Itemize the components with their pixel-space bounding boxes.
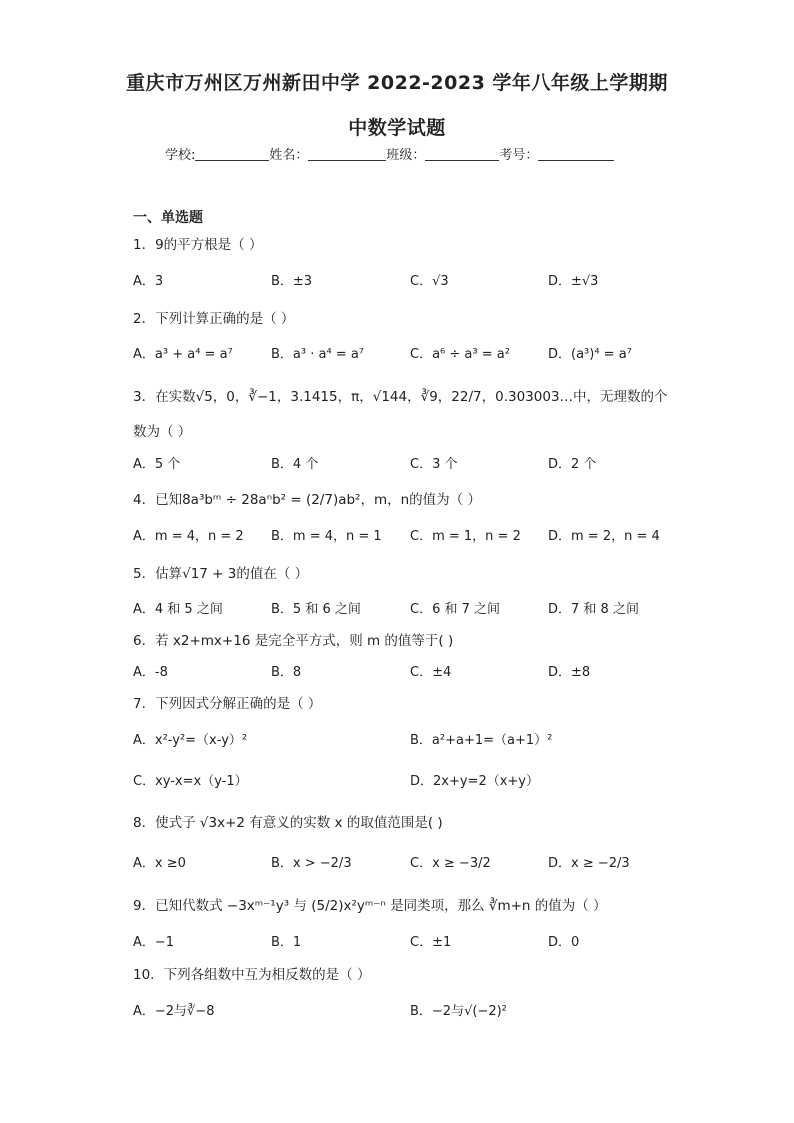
q10-option-a[interactable]: A．−2与∛−8: [133, 1004, 215, 1019]
q2-option-c[interactable]: C．a⁶ ÷ a³ = a²: [410, 347, 510, 362]
class-field[interactable]: [425, 147, 499, 161]
q9-option-d[interactable]: D．0: [548, 935, 580, 950]
number-label: 考号：: [499, 148, 539, 163]
q5-option-d[interactable]: D．7 和 8 之间: [548, 602, 639, 617]
q2-option-a[interactable]: A．a³ + a⁴ = a⁷: [133, 347, 233, 362]
q7-option-c[interactable]: C．xy-x=x（y-1）: [133, 774, 248, 789]
section-heading: 一、单选题: [133, 210, 203, 226]
question-2: 2．下列计算正确的是（ ）: [133, 311, 295, 327]
question-7: 7．下列因式分解正确的是（ ）: [133, 696, 322, 712]
name-field[interactable]: [308, 147, 386, 161]
q3-option-a[interactable]: A．5 个: [133, 457, 181, 472]
q7-option-d[interactable]: D．2x+y=2（x+y）: [410, 774, 540, 789]
q7-option-a[interactable]: A．x²-y²=（x-y）²: [133, 733, 248, 748]
q3-option-c[interactable]: C．3 个: [410, 457, 458, 472]
q4-option-a[interactable]: A．m = 4，n = 2: [133, 529, 244, 544]
q1-option-c[interactable]: C．√3: [410, 274, 449, 289]
q5-option-b[interactable]: B．5 和 6 之间: [271, 602, 361, 617]
q6-option-b[interactable]: B．8: [271, 665, 302, 680]
school-field[interactable]: [195, 147, 269, 161]
q9-option-c[interactable]: C．±1: [410, 935, 452, 950]
q7-option-b[interactable]: B．a²+a+1=（a+1）²: [410, 733, 553, 748]
q3-option-b[interactable]: B．4 个: [271, 457, 319, 472]
q10-option-b[interactable]: B．−2与√(−2)²: [410, 1004, 507, 1019]
q9-option-b[interactable]: B．1: [271, 935, 302, 950]
q6-option-a[interactable]: A．-8: [133, 665, 168, 680]
exam-title-line2: 中数学试题: [348, 117, 446, 139]
question-3: 3．在实数√5，0，∛−1，3.1415，π，√144，∛9，22/7，0.303003…中，无理数的个: [133, 389, 668, 405]
q8-option-c[interactable]: C．x ≥ −3/2: [410, 856, 491, 871]
question-5: 5．估算√17 + 3的值在（ ）: [133, 566, 309, 582]
student-info-row: [165, 144, 614, 163]
q8-option-b[interactable]: B．x > −2/3: [271, 856, 352, 871]
q4-option-d[interactable]: D．m = 2，n = 4: [548, 529, 660, 544]
number-field[interactable]: [538, 147, 614, 161]
class-label: 班级：: [386, 148, 426, 163]
q2-option-b[interactable]: B．a³ · a⁴ = a⁷: [271, 347, 365, 362]
q8-option-a[interactable]: A．x ≥0: [133, 856, 186, 871]
q4-option-b[interactable]: B．m = 4，n = 1: [271, 529, 382, 544]
question-9: 9．已知代数式 −3xᵐ⁻¹y³ 与 (5/2)x²yᵐ⁻ⁿ 是同类项，那么 ∛m+n 的值为（ ）: [133, 898, 607, 914]
question-1: 1．9的平方根是（ ）: [133, 237, 263, 253]
question-10: 10．下列各组数中互为相反数的是（ ）: [133, 967, 371, 983]
question-4: 4．已知8a³bᵐ ÷ 28aⁿb² = (2/7)ab²，m，n的值为（ ）: [133, 492, 481, 508]
question-8: 8．使式子 √3x+2 有意义的实数 x 的取值范围是( ): [133, 815, 443, 831]
q1-option-d[interactable]: D．±√3: [548, 274, 599, 289]
question-3-continued: 数为（ ）: [133, 424, 192, 440]
name-label: 姓名：: [269, 148, 309, 163]
q6-option-c[interactable]: C．±4: [410, 665, 452, 680]
q4-option-c[interactable]: C．m = 1，n = 2: [410, 529, 521, 544]
q6-option-d[interactable]: D．±8: [548, 665, 591, 680]
q2-option-d[interactable]: D．(a³)⁴ = a⁷: [548, 347, 632, 362]
q1-option-a[interactable]: A．3: [133, 274, 164, 289]
q5-option-c[interactable]: C．6 和 7 之间: [410, 602, 501, 617]
q1-option-b[interactable]: B．±3: [271, 274, 313, 289]
q9-option-a[interactable]: A．−1: [133, 935, 175, 950]
q8-option-d[interactable]: D．x ≥ −2/3: [548, 856, 630, 871]
school-label: 学校:: [165, 148, 196, 163]
exam-title-line1: 重庆市万州区万州新田中学 2022-2023 学年八年级上学期期: [126, 72, 668, 94]
q3-option-d[interactable]: D．2 个: [548, 457, 597, 472]
question-6: 6．若 x2+mx+16 是完全平方式，则 m 的值等于( ): [133, 633, 454, 649]
q5-option-a[interactable]: A．4 和 5 之间: [133, 602, 223, 617]
